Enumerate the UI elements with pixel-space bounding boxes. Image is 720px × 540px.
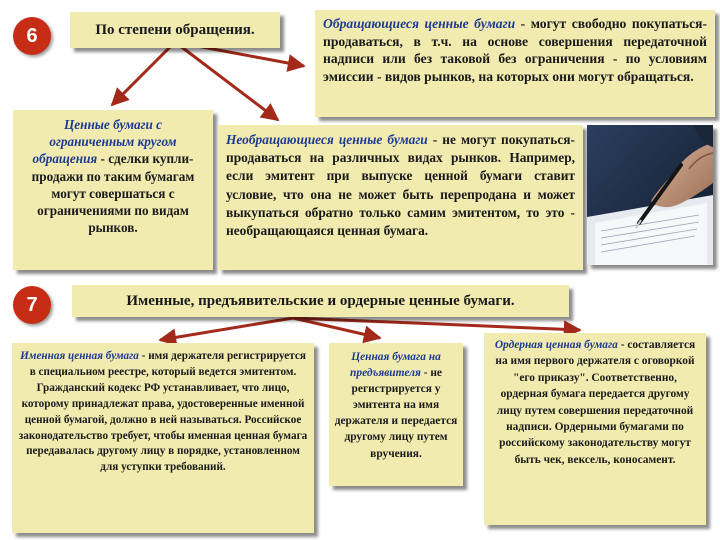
limited-term: Ценные бумаги с ограниченным кругом обращения [32, 117, 177, 167]
bearer-security-box [329, 343, 463, 486]
limited-circulation-box [13, 110, 213, 270]
circulating-securities-box [315, 10, 715, 117]
order-term: Ордерная ценная бумага [494, 339, 618, 351]
non-circulating-text: - не могут покупаться-продаваться на различных видах рынков. Например, если эмитент при выпуске ценной бумаги ставит условие, что она не может быть перепродана и может выкупаться обратно только самим эмитентом, то это - необращающаяся ценная бумага. [226, 132, 575, 239]
circulating-term: Обращающиеся ценные бумаги [323, 16, 516, 31]
section-6-number: 6 [13, 17, 51, 55]
order-text: - составляется на имя первого держателя с оговоркой "его приказу". Соответственно, ордерная бумага передается другому лицу путем совершения передаточной надписи. Ордерными бумагами по российскому законодательству могут быть чек, вексель, коносамент. [495, 339, 696, 466]
registered-security-box [12, 343, 314, 533]
hand-writing-photo [587, 125, 713, 265]
bearer-term: Ценная бумага на предъявителя [350, 351, 441, 380]
section-7-number: 7 [13, 286, 51, 324]
arrow-to-noncirculating [175, 42, 278, 120]
registered-text: - имя держателя регистрируется в специальном реестре, который ведется эмитентом. Гражданский кодекс РФ устанавливает, что лицо, которому принадлежат права, удостоверенные именной ценной бумагой, должно в ней называться. Российское законодательство требует, чтобы именная ценная бумага передавалась другому лицу в порядке, установленном для уступки требований. [18, 350, 308, 474]
non-circulating-box [218, 125, 583, 270]
limited-text: - сделки купли-продажи по таким бумагам могут совершаться с ограничениями по видам рынков. [31, 151, 195, 236]
bearer-text: - не регистрируется у эмитента на имя держателя и передается другому лицу путем вручения. [334, 367, 458, 460]
section-7-title [72, 285, 569, 317]
registered-term: Именная ценная бумага [20, 350, 139, 362]
arrow-to-registered [160, 318, 293, 340]
circulating-text: - могут свободно покупаться-продаваться, в т.ч. на основе совершения передаточной надписи или без таковой без ограничения - по условиям эмиссии - видов рынков, на которых они могут обращаться. [323, 16, 707, 85]
section-7-title-text: Именные, предъявительские и ордерные ценные бумаги. [126, 293, 515, 309]
hand-writing-icon [587, 125, 713, 265]
non-circulating-term: Необращающиеся ценные бумаги [226, 132, 428, 147]
section-6-title-text: По степени обращения. [95, 22, 255, 38]
section-6-title [70, 12, 280, 48]
order-security-box [484, 333, 706, 525]
arrow-to-limited [112, 42, 175, 105]
